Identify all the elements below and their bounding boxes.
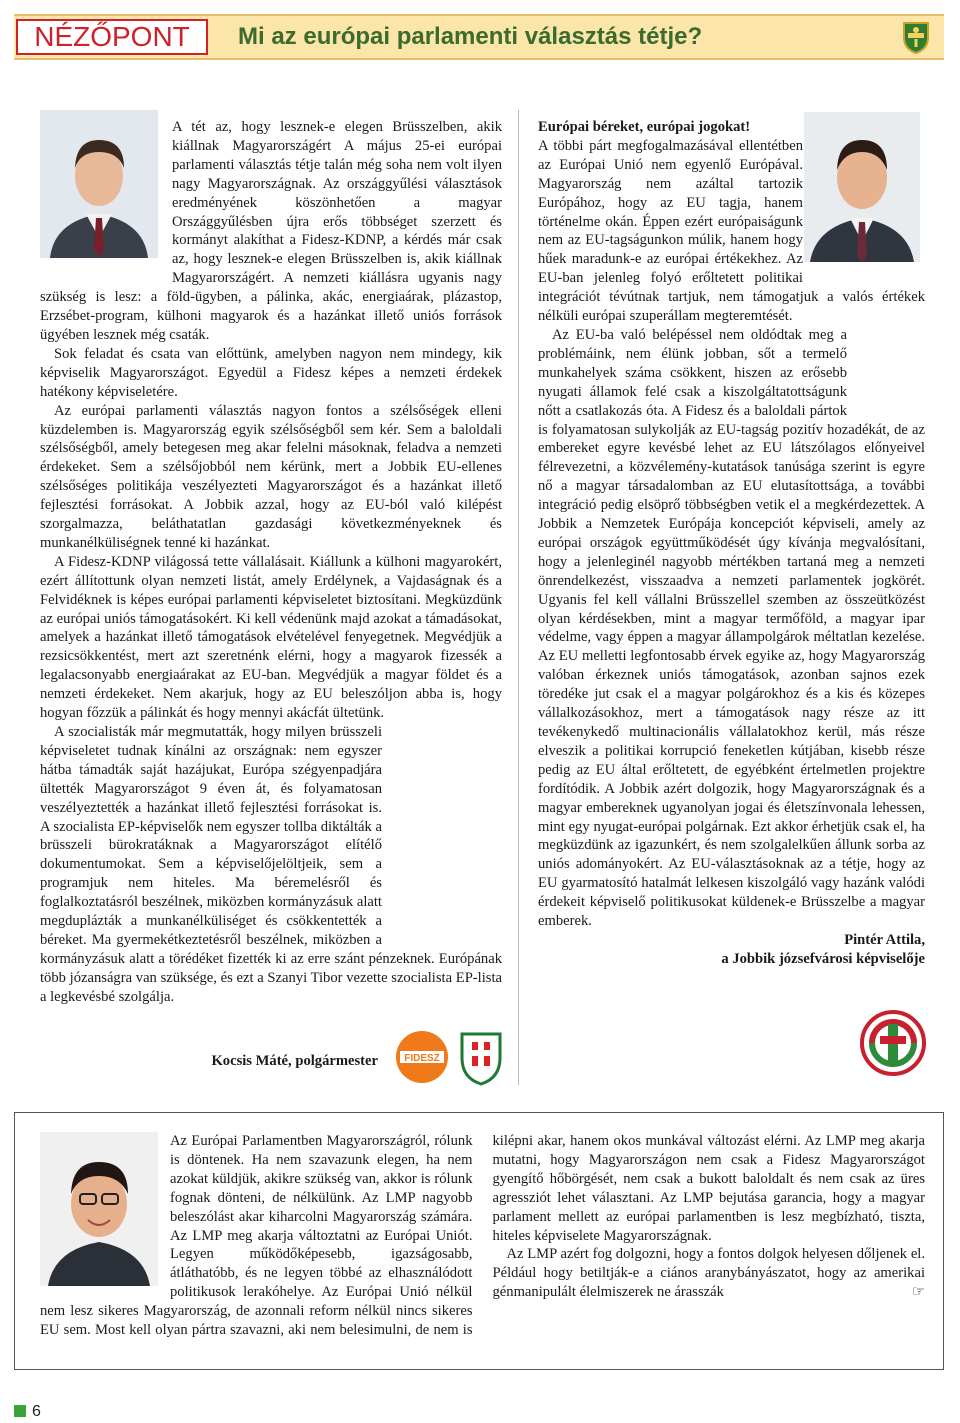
- fidesz-kdnp-logo: [392, 1028, 508, 1086]
- page-headline: Mi az európai parlamenti választás tétje?: [238, 23, 703, 50]
- page-number-text: 6: [32, 1403, 41, 1420]
- section-kicker: NÉZŐPONT: [16, 19, 208, 55]
- signature-pinter-name: Pintér Attila,: [844, 931, 925, 948]
- column-divider: [518, 110, 519, 1085]
- article-lmp: [40, 1132, 925, 1354]
- header-banner: [14, 14, 944, 60]
- article-jobbik-paragraph: A többi párt megfogalmazásával ellentétben az Európai Unió nem egyenlő Európával. Magyarország nem azáltal tartozik Európához, hogy az EU tagja, hanem történelme okán. Éppen ezért európaiságunk nem az EU-tagságunkon múlik, hanem hogy hűek maradunk-e az európai értékekhez. Az EU-ban jelenleg folyó erőltetett politikai integrációt tévútnak tartjuk, nem támogatjuk a valós értékek nélküli európai szuperállam megteremtését.: [538, 137, 925, 325]
- fidesz-logo-icon: [392, 1028, 508, 1086]
- article-lmp-paragraph: Az Európai Parlamentben Magyarországról, rólunk is döntenek. Ha nem szavazunk elegen, ha nem azokat küldjük, akikre szükség van, akkor is rólunk fognak dönteni, de nélkülünk. Az LMP nagyobb beleszólást akar kiharcolni Magyarország számára. Az LMP meg akarja változtatni az Európai Uniót. Legyen működőképesebb, igazságosabb, átláthatóbb, és ne legyen többé az elhasználódott politikusok lerakóhelye. Az Európai Unió nélkül nem lesz sikeres Magyarország, de azonnali reform nélkül nincs sikeres EU sem. Most kell olyan pártra szavazni, aki nem belesimulni, de nem is kilépni akar, hanem okos munkával változást elérni. Az LMP meg akarja mutatni, hogy Magyarországon nem csak a Fidesz Magyarországot gyengítő hőbörgését, nem csak a bukott baloldalt és nem csak az üres agressziót lehet választani. Az LMP bejutása garancia, hogy a magyar parlament mellett az európai parlamentben is lesz megbízható, tiszta, hiteles képviselete Magyarországnak.: [40, 1133, 925, 1339]
- pointing-hand-icon: ☞: [911, 1283, 925, 1301]
- article-fidesz: [40, 118, 502, 1007]
- fidesz-logo-text: FIDESZ: [404, 1053, 440, 1064]
- photo-wrap-space: [40, 1132, 170, 1288]
- signature-pinter-role: a Jobbik józsefvárosi képviselője: [721, 950, 925, 967]
- article-fidesz-paragraph: Az európai parlamenti választás nagyon fontos a szélsőségek elleni küzdelemben is. Magyarország egyik szélsőségből sem kér. Sem a baloldali szélsőségből, amely betegesen meg akar felelni másoknak, feladva a nemzeti érdekeket. Sem a szélsőjobból nem kérünk, mert a Jobbik EU-ellenes szélsőséges politikája veszélyezteti Magyarországot és a hazánkat illető fejlesztési forrásokat. A Jobbik azzal, hogy az EU-ból való kilépést szorgalmazza, beláthatatlan gazdasági következményeknek és munkanélküliségnek tenné ki hazánkat.: [40, 402, 502, 551]
- article-fidesz-paragraph: A tét az, hogy lesznek-e elegen Brüsszelben, akik kiállnak Magyarországért A május 25-ei európai parlamenti választás tétje talán még soha nem volt ilyen nagy Magyarországnak. Az országgyűlési választások eredményének köszönhetően a magyar Országgyűlésben újra erős többséget szerzett és kormányt alakíthat a Fidesz-KDNP, a kérdés már csak az, hogy lesznek-e elegen Brüsszelben is, akik kiállnak Magyarországért. A nemzeti kiállásra ugyanis nagy szükség is lesz: a föld-ügyben, a pálinka, akác, energiaárak, plázastop, Erzsébet-program, külhoni magyarok és a hazánkat illető uniós források ügyében lesznek még csaták.: [40, 119, 502, 343]
- article-lmp-last-text: Az LMP azért fog dolgozni, hogy a fontos dolgok helyesen dőljenek el. Például hogy betiltják-e a ciános aranybányászatot, hogy az amerikai génmanipulált élelmiszerek ne árasszák: [492, 1246, 925, 1301]
- signature-kocsis: Kocsis Máté, polgármester: [211, 1053, 378, 1069]
- article-fidesz-paragraph: Sok feladat és csata van előttünk, amelyben nagyon nem mindegy, kik képviselik Magyarországot. Egyedül a Fidesz képes a nemzeti érdekek hatékony képviseletére.: [40, 345, 502, 400]
- article-jobbik-subhead: Európai béreket, európai jogokat!: [538, 119, 751, 135]
- logo-wrap-space: [847, 356, 925, 418]
- article-fidesz-paragraph: A szocialisták már megmutatták, hogy milyen brüsszeli képviseletet tudnak kínálni az országnak: nem egyszer hátba támadták saját hazájukat, Európa szégyenpadjára ültették Magyarországot 9 éven át, és folyamatosan veszélyeztették a hazánkat illető fejlesztési forrásokat is. A szocialista EP-képviselők nem egyszer tollba diktálták a brüsszeli bürokratáknak a Magyarországot elítélő dokumentumokat. Sem a képviselőjelöltjeik, sem a programjuk nem hiteles. Ma béremelésről és foglalkoztatásról beszélnek, miközben kormányzásuk alatt megduplázták a munkanélküliséget és csökkentették a béreket. Ma gyermekétkeztetésről beszélnek, miközben a kormányzásuk alatt a törédéket fizették ki az erre szánt pénzeknek. Európának több józanságra van szüksége, és ezt a Szanyi Tibor vezette szocialista EP-lista a legkevésbé szolgálja.: [40, 724, 502, 1005]
- page-number: [14, 1403, 41, 1421]
- article-lmp-paragraph: [493, 1245, 926, 1302]
- article-fidesz-paragraph: A Fidesz-KDNP világossá tette vállalásait. Kiállunk a külhoni magyarokért, ezért állítottunk olyan nemzeti listát, amely Erdélynek, a Vajdaságnak és a Felvidéknek is képes európai parlamenti képviseletet biztosítani. Megküzdünk az európai uniós támogatásokért. Ki kell védenünk majd azokat a támadásokat, amelyek a hazánkat illető támogatások elvételével fenyegetnek. Megvédjük a rezsicsökkentést, mert azt szeretnénk elérni, hogy a magyarok fizessék a legalacsonyabb energiaárakat az EU-ban. Megvédjük a magyar földet és a nemzeti érdekeket. Nem akarjuk, hogy az EU beleszóljon abba is, hogy hogyan főzzük a pálinkát és hogy mennyi akácfát ültetünk.: [40, 553, 502, 722]
- portrait-illustration: [804, 112, 920, 262]
- article-jobbik-paragraph: Az EU-ba való belépéssel nem oldódtak meg a problémáink, nem élünk jobban, sőt a termelő munkahelyek száma csökkent, hiszen az erősebb nyugati államok felé csak a kiszolgáltatottságunk nőtt a csatlakozás óta. A Fidesz és a baloldali pártok is folyamatosan sulykolják az EU-tagság pozitív hozadékát, de az embereket egyre kevésbé lehet az EU látszólagos előnyeivel félrevezetni, a közvélemény-kutatások tanúsága szerint is egyre nő a magyar társadalomban az EU elutasítottsága, a további integráció pedig elsöprő többségben vetik el a megkérdezettek. A Jobbik a Nemzetek Európája koncepciót képviseli, amely az európai országok együttműködését úgy kívánja megvalósítani, hogy a jelenleginél nagyobb mértékben tartaná meg a nemzeti önrendelkezést, visszaadva a nemzeti parlamentek jogkörét. Ugyanis fel kell vállalni Brüsszellel szemben az összeütközést olyan kérdésekben, mint a magyar termőföld, a magyar ipar védelme, vagy éppen a magyar állampolgárok méltatlan kezelése. Az EU melletti legfontosabb érvek egyike az, hogy Magyarország valóban érkeznek uniós támogatások, azonban sajnos ezek töredéke jut csak el a magyar polgárokhoz és a kis és közepes vállalkozásokhoz, mert a támogatások nagy része az itt tevékenykedő multinacionális vállalatokhoz kerül, más része elveszik a politikai korrupció feneketlen kútjában, kisebb része pedig az EU által erőltetett, de egyébként értelmetlen projektre fordítódik. A Jobbik azért dolgozik, hogy Magyarországnak és a magyar embereknek ugyanolyan jogai és életszínvonala lehessen, mint egy nyugat-európai polgárnak. Ezt akkor érhetjük csak el, ha megküzdünk az igazunkért, és nem szolgalelkűen állunk sorba az uniós adományokért. Az EU-választásoknak az a tétje, hogy az EU gyarmatosító hatalmát lelkesen kiszolgáló vagy hazánk valódi érdekeit képviselő politikusokat küldenek-e Brüsszelbe a magyar emberek.: [538, 326, 925, 930]
- jobbik-logo-icon: [860, 1010, 926, 1076]
- page-marker-square: [14, 1405, 26, 1417]
- photo-wrap-space: [40, 118, 172, 274]
- jobbik-logo: [860, 1010, 926, 1076]
- logo-wrap-space: [382, 873, 502, 941]
- portrait-photo-pinter: [804, 112, 920, 262]
- district-crest-icon: [898, 19, 934, 55]
